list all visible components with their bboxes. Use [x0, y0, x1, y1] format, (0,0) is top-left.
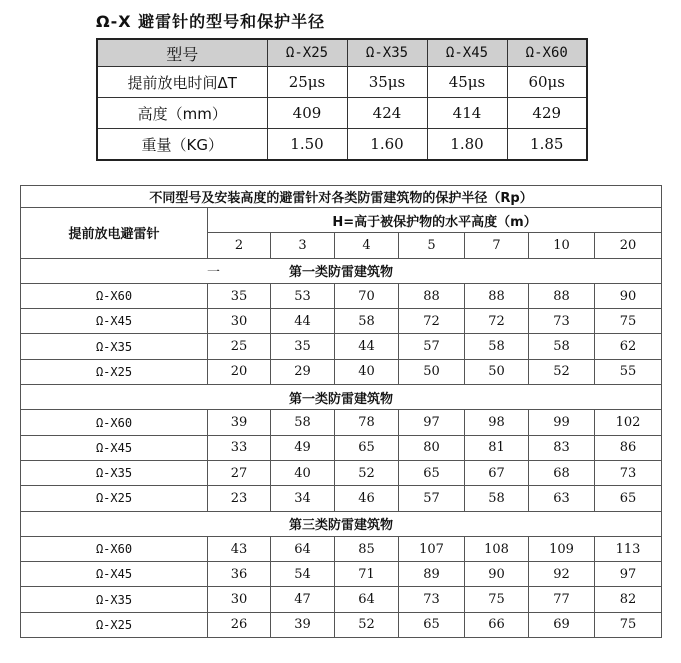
- radius-cell: 30: [208, 587, 271, 612]
- radius-cell: 102: [595, 410, 662, 435]
- radius-cell: 65: [399, 460, 465, 485]
- model-cell: Ω-X45: [21, 435, 208, 460]
- radius-cell: 35: [271, 334, 335, 359]
- radius-cell: 72: [399, 309, 465, 334]
- model-cell: Ω-X45: [21, 309, 208, 334]
- table-row: [21, 587, 662, 612]
- model-cell: Ω-X25: [21, 359, 208, 384]
- height-cell: 20: [595, 233, 662, 258]
- model-cell: Ω-X35: [21, 587, 208, 612]
- section-title: 第一类防雷建筑物: [289, 391, 394, 407]
- spec-cell: 1.60: [347, 129, 427, 161]
- radius-cell: 75: [595, 309, 662, 334]
- radius-cell: 73: [529, 309, 595, 334]
- radius-cell: 97: [595, 562, 662, 587]
- radius-cell: 44: [271, 309, 335, 334]
- spec-row-label: 重量（KG）: [97, 129, 267, 161]
- table-row: [21, 460, 662, 485]
- height-cell: 7: [465, 233, 529, 258]
- radius-cell: 98: [465, 410, 529, 435]
- radius-cell: 27: [208, 460, 271, 485]
- radius-cell: 35: [208, 283, 271, 308]
- spec-row: [97, 67, 587, 98]
- radius-cell: 55: [595, 359, 662, 384]
- radius-cell: 88: [465, 283, 529, 308]
- radius-cell: 75: [595, 612, 662, 637]
- radius-cell: 25: [208, 334, 271, 359]
- radius-cell: 58: [335, 309, 399, 334]
- model-cell: Ω-X25: [21, 486, 208, 511]
- radius-cell: 53: [271, 283, 335, 308]
- radius-cell: 64: [335, 587, 399, 612]
- radius-cell: 47: [271, 587, 335, 612]
- radius-cell: 40: [271, 460, 335, 485]
- model-cell: Ω-X60: [21, 536, 208, 561]
- radius-cell: 90: [465, 562, 529, 587]
- radius-cell: 29: [271, 359, 335, 384]
- spec-model-header: Ω-X25: [267, 39, 347, 67]
- radius-cell: 108: [465, 536, 529, 561]
- model-cell: Ω-X45: [21, 562, 208, 587]
- section-header: [21, 258, 662, 283]
- radius-cell: 63: [529, 486, 595, 511]
- radius-cell: 36: [208, 562, 271, 587]
- radius-cell: 73: [399, 587, 465, 612]
- radius-cell: 81: [465, 435, 529, 460]
- table-row: [21, 410, 662, 435]
- radius-cell: 99: [529, 410, 595, 435]
- row-header: 提前放电避雷针: [21, 208, 208, 259]
- radius-cell: 89: [399, 562, 465, 587]
- radius-cell: 71: [335, 562, 399, 587]
- spec-row: [97, 98, 587, 129]
- model-cell: Ω-X25: [21, 612, 208, 637]
- spec-model-header: Ω-X60: [507, 39, 587, 67]
- radius-cell: 72: [465, 309, 529, 334]
- model-cell: Ω-X60: [21, 410, 208, 435]
- radius-cell: 23: [208, 486, 271, 511]
- model-cell: Ω-X35: [21, 460, 208, 485]
- spec-cell: 424: [347, 98, 427, 129]
- model-cell: Ω-X60: [21, 283, 208, 308]
- radius-cell: 52: [529, 359, 595, 384]
- spec-corner-cell: 型号: [97, 39, 267, 67]
- table-row: [21, 562, 662, 587]
- radius-cell: 58: [465, 334, 529, 359]
- table-row: [21, 283, 662, 308]
- height-cell: 5: [399, 233, 465, 258]
- radius-cell: 86: [595, 435, 662, 460]
- radius-cell: 43: [208, 536, 271, 561]
- radius-title-row: [21, 186, 662, 208]
- radius-cell: 33: [208, 435, 271, 460]
- radius-cell: 54: [271, 562, 335, 587]
- table-row: [21, 334, 662, 359]
- radius-cell: 80: [399, 435, 465, 460]
- section-header: [21, 511, 662, 536]
- spec-row-label: 提前放电时间ΔT: [97, 67, 267, 98]
- section-row: [21, 258, 662, 283]
- radius-cell: 65: [335, 435, 399, 460]
- radius-cell: 50: [399, 359, 465, 384]
- spec-header-row: [97, 39, 587, 67]
- height-cell: 4: [335, 233, 399, 258]
- radius-cell: 107: [399, 536, 465, 561]
- radius-cell: 57: [399, 486, 465, 511]
- spec-row: [97, 129, 587, 161]
- section-title: 第三类防雷建筑物: [289, 518, 394, 534]
- radius-sections: [21, 258, 662, 637]
- spec-cell: 45μs: [427, 67, 507, 98]
- radius-cell: 88: [529, 283, 595, 308]
- page-title: Ω-X 避雷针的型号和保护半径: [96, 12, 326, 31]
- radius-cell: 44: [335, 334, 399, 359]
- radius-cell: 92: [529, 562, 595, 587]
- radius-cell: 82: [595, 587, 662, 612]
- table-row: [21, 536, 662, 561]
- radius-cell: 58: [465, 486, 529, 511]
- radius-cell: 30: [208, 309, 271, 334]
- table-row: [21, 486, 662, 511]
- section-dash: 一: [207, 264, 221, 280]
- radius-cell: 97: [399, 410, 465, 435]
- radius-cell: 49: [271, 435, 335, 460]
- radius-cell: 66: [465, 612, 529, 637]
- radius-cell: 50: [465, 359, 529, 384]
- height-cell: 10: [529, 233, 595, 258]
- radius-cell: 65: [595, 486, 662, 511]
- radius-cell: 52: [335, 612, 399, 637]
- section-header: [21, 385, 662, 410]
- radius-cell: 78: [335, 410, 399, 435]
- radius-cell: 70: [335, 283, 399, 308]
- radius-cell: 64: [271, 536, 335, 561]
- table-row: [21, 435, 662, 460]
- height-cell: 3: [271, 233, 335, 258]
- spec-row-label: 高度（mm）: [97, 98, 267, 129]
- radius-cell: 58: [529, 334, 595, 359]
- radius-cell: 57: [399, 334, 465, 359]
- spec-cell: 60μs: [507, 67, 587, 98]
- radius-cell: 83: [529, 435, 595, 460]
- radius-cell: 52: [335, 460, 399, 485]
- radius-cell: 67: [465, 460, 529, 485]
- radius-cell: 58: [271, 410, 335, 435]
- radius-cell: 77: [529, 587, 595, 612]
- radius-cell: 46: [335, 486, 399, 511]
- height-cell: 2: [208, 233, 271, 258]
- spec-table: [96, 38, 588, 161]
- radius-cell: 109: [529, 536, 595, 561]
- spec-cell: 25μs: [267, 67, 347, 98]
- spec-cell: 414: [427, 98, 507, 129]
- radius-table-title: 不同型号及安装高度的避雷针对各类防雷建筑物的保护半径（Rp）: [21, 186, 662, 208]
- radius-cell: 88: [399, 283, 465, 308]
- section-row: [21, 511, 662, 536]
- radius-cell: 68: [529, 460, 595, 485]
- radius-header-row: [21, 208, 662, 233]
- radius-cell: 65: [399, 612, 465, 637]
- radius-cell: 113: [595, 536, 662, 561]
- spec-cell: 429: [507, 98, 587, 129]
- radius-cell: 20: [208, 359, 271, 384]
- model-cell: Ω-X35: [21, 334, 208, 359]
- table-row: [21, 359, 662, 384]
- section-row: [21, 385, 662, 410]
- spec-model-header: Ω-X35: [347, 39, 427, 67]
- radius-cell: 73: [595, 460, 662, 485]
- radius-cell: 34: [271, 486, 335, 511]
- spec-model-header: Ω-X45: [427, 39, 507, 67]
- radius-cell: 85: [335, 536, 399, 561]
- radius-table: [20, 185, 662, 638]
- table-row: [21, 309, 662, 334]
- table-row: [21, 612, 662, 637]
- radius-cell: 40: [335, 359, 399, 384]
- section-title: 第一类防雷建筑物: [289, 265, 394, 281]
- radius-cell: 39: [208, 410, 271, 435]
- spec-cell: 1.80: [427, 129, 507, 161]
- height-header: H=高于被保护物的水平高度（m）: [208, 208, 662, 233]
- radius-cell: 62: [595, 334, 662, 359]
- radius-cell: 39: [271, 612, 335, 637]
- radius-cell: 69: [529, 612, 595, 637]
- radius-cell: 26: [208, 612, 271, 637]
- spec-cell: 409: [267, 98, 347, 129]
- spec-cell: 1.85: [507, 129, 587, 161]
- radius-cell: 75: [465, 587, 529, 612]
- radius-cell: 90: [595, 283, 662, 308]
- spec-cell: 35μs: [347, 67, 427, 98]
- spec-cell: 1.50: [267, 129, 347, 161]
